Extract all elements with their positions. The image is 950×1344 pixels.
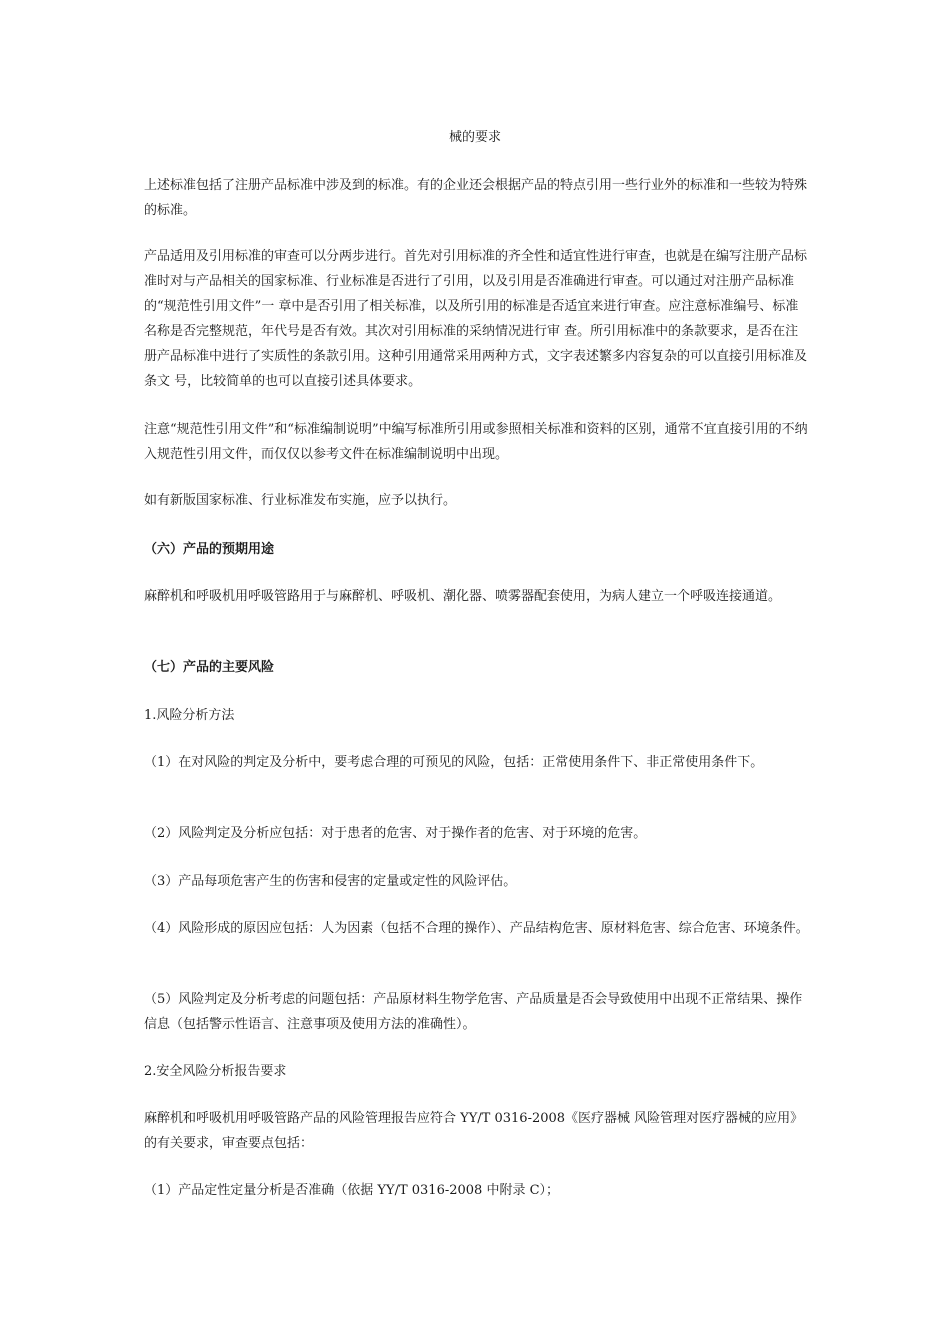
list-item-risk-3: （3）产品每项危害产生的伤害和侵害的定量或定性的风险评估。: [144, 874, 517, 889]
list-item-risk-2: （2）风险判定及分析应包括：对于患者的危害、对于操作者的危害、对于环境的危害。: [144, 826, 647, 841]
heading-intended-use: （六）产品的预期用途: [144, 542, 275, 557]
list-item-risk-4: （4）风险形成的原因应包括：人为因素（包括不合理的操作）、产品结构危害、原材料危害、综合危害、环境条件。: [144, 921, 809, 936]
subheading-risk-analysis-method: 1.风险分析方法: [144, 708, 235, 723]
paragraph-intended-use: 麻醉机和呼吸机用呼吸管路用于与麻醉机、呼吸机、潮化器、喷雾器配套使用，为病人建立一个呼吸连接通道。: [144, 589, 782, 604]
list-item-risk-5: （5）风险判定及分析考虑的问题包括：产品原材料生物学危害、产品质量是否会导致使用中出现不正常结果、操作信息（包括警示性语言、注意事项及使用方法的准确性）。: [144, 992, 803, 1032]
paragraph-standards-scope: 上述标准包括了注册产品标准中涉及到的标准。有的企业还会根据产品的特点引用一些行业外的标准和一些较为特殊的标准。: [144, 178, 808, 218]
section-fragment-title: 械的要求: [448, 130, 501, 145]
paragraph-standards-review: 产品适用及引用标准的审查可以分两步进行。首先对引用标准的齐全性和适宜性进行审查，也就是在编写注册产品标准时对与产品相关的国家标准、行业标准是否进行了引用，以及引用是否准确进行审查。可以通过对注册产品标准的“规范性引用文件”一 章中是否引用了相关标准，以及所引用的标准是否适宜来进行审查。应注意标准编号、标准名称是否完整规范，年代号是否有效。其次对引用标准的采纳情况进行审 查。所引用标准中的条款要求，是否在注册产品标准中进行了实质性的条款引用。这种引用通常采用两种方式，文字表述繁多内容复杂的可以直接引用标准及条文 号，比较简单的也可以直接引述具体要求。: [144, 249, 808, 389]
paragraph-normative-references-note: 注意“规范性引用文件”和“标准编制说明”中编写标准所引用或参照相关标准和资料的区别，通常不宜直接引用的不纳入规范性引用文件，而仅仅以参考文件在标准编制说明中出现。: [144, 422, 808, 462]
list-item-risk-1: （1）在对风险的判定及分析中，要考虑合理的可预见的风险，包括：正常使用条件下、非正常使用条件下。: [144, 755, 764, 770]
list-item-review-1: （1）产品定性定量分析是否准确（依据 YY/T 0316-2008 中附录 C）；: [144, 1183, 560, 1198]
paragraph-new-standards: 如有新版国家标准、行业标准发布实施，应予以执行。: [144, 493, 457, 508]
heading-main-risks: （七）产品的主要风险: [144, 660, 275, 675]
subheading-safety-risk-report: 2.安全风险分析报告要求: [144, 1064, 287, 1079]
paragraph-risk-management-report: 麻醉机和呼吸机用呼吸管路产品的风险管理报告应符合 YY/T 0316-2008《医疗器械 风险管理对医疗器械的应用》的有关要求，审查要点包括：: [144, 1111, 804, 1151]
